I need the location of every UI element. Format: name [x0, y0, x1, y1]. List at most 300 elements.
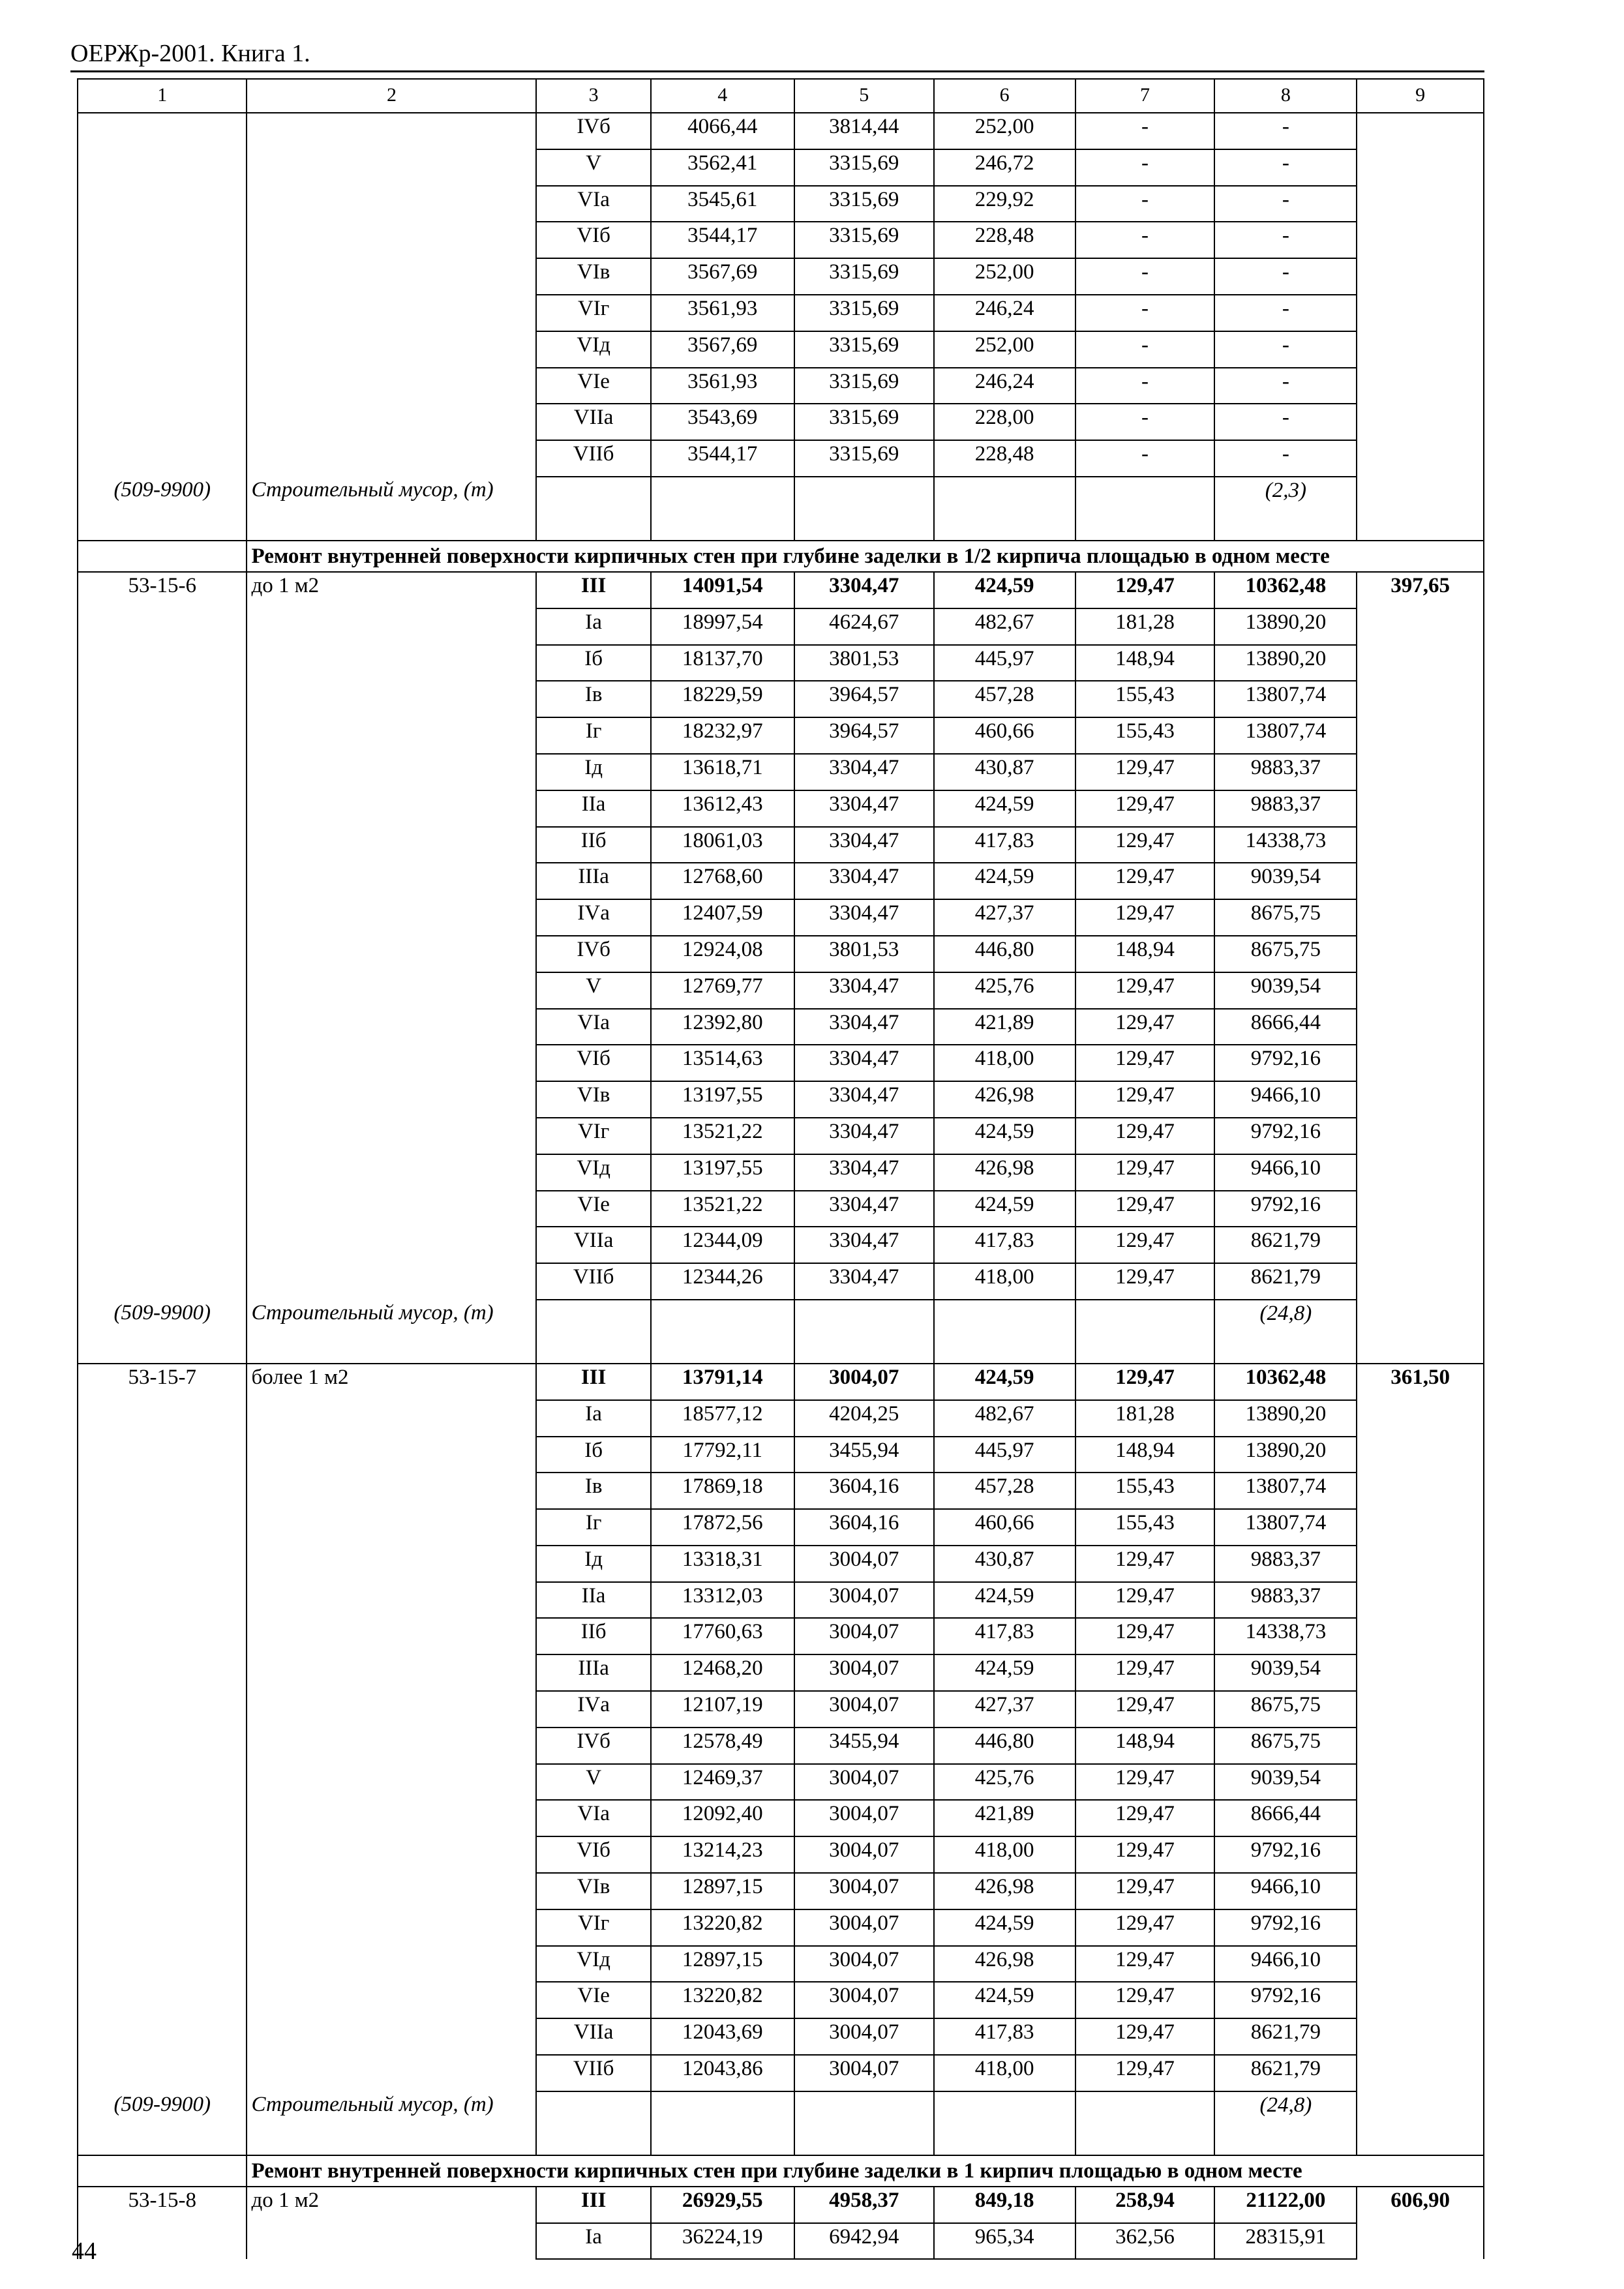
- value-cell: 3304,47: [794, 790, 934, 827]
- empty-cell: [1357, 972, 1484, 1009]
- value-cell: 3455,94: [794, 1437, 934, 1473]
- value-cell: 3964,57: [794, 681, 934, 717]
- empty-cell: [536, 477, 650, 541]
- value-cell: 3304,47: [794, 1263, 934, 1300]
- empty-cell: [1357, 2018, 1484, 2055]
- value-cell: 3004,07: [794, 1873, 934, 1909]
- zone-cell: IVа: [536, 899, 650, 936]
- value-cell: 418,00: [934, 1836, 1075, 1873]
- value-cell: 3004,07: [794, 1654, 934, 1691]
- empty-cell: [1357, 331, 1484, 368]
- value-cell: -: [1214, 368, 1357, 404]
- value-cell: 8666,44: [1214, 1009, 1357, 1045]
- zone-cell: Iа: [536, 608, 650, 645]
- value-cell: 13890,20: [1214, 1400, 1357, 1437]
- value-cell: 3004,07: [794, 1546, 934, 1582]
- table-row: [78, 368, 1484, 404]
- value-cell: 9792,16: [1214, 1836, 1357, 1873]
- value-cell: 424,59: [934, 1364, 1075, 1400]
- empty-cell: [1357, 1982, 1484, 2018]
- empty-cell: [247, 936, 536, 972]
- value-cell: 246,24: [934, 368, 1075, 404]
- value-cell: 13612,43: [651, 790, 794, 827]
- value-cell: 228,48: [934, 222, 1075, 258]
- empty-cell: [1357, 936, 1484, 972]
- empty-cell: [78, 681, 247, 717]
- zone-cell: III: [536, 572, 650, 608]
- value-cell: -: [1075, 440, 1215, 477]
- empty-cell: [78, 754, 247, 790]
- zone-cell: V: [536, 972, 650, 1009]
- table-row: [78, 1836, 1484, 1873]
- work-name: до 1 м2: [247, 572, 536, 608]
- value-cell: 13521,22: [651, 1191, 794, 1227]
- table-row: [78, 863, 1484, 899]
- empty-cell: [247, 1191, 536, 1227]
- value-cell: 9466,10: [1214, 1154, 1357, 1191]
- zone-cell: VIб: [536, 1836, 650, 1873]
- value-cell: 3304,47: [794, 1191, 934, 1227]
- empty-cell: [1357, 1081, 1484, 1118]
- empty-cell: [78, 2055, 247, 2091]
- value-cell: 3315,69: [794, 222, 934, 258]
- table-row: [78, 790, 1484, 827]
- empty-cell: [1075, 477, 1215, 541]
- value-cell: -: [1075, 258, 1215, 295]
- zone-cell: VIIа: [536, 1227, 650, 1263]
- empty-cell: [78, 645, 247, 681]
- value-cell: 3004,07: [794, 1582, 934, 1619]
- value-cell: 129,47: [1075, 1909, 1215, 1946]
- empty-cell: [78, 1191, 247, 1227]
- empty-cell: [247, 1982, 536, 2018]
- value-cell: 3004,07: [794, 1764, 934, 1801]
- value-cell: 13890,20: [1214, 645, 1357, 681]
- empty-cell: [1357, 1764, 1484, 1801]
- value-cell: 3604,16: [794, 1509, 934, 1546]
- table-row: [78, 1728, 1484, 1764]
- value-cell: 12924,08: [651, 936, 794, 972]
- value-cell: 18997,54: [651, 608, 794, 645]
- table-row: [78, 258, 1484, 295]
- value-cell: 849,18: [934, 2187, 1075, 2223]
- table-row: [78, 936, 1484, 972]
- empty-cell: [536, 1300, 650, 1364]
- value-cell: 129,47: [1075, 572, 1215, 608]
- value-cell: 3315,69: [794, 368, 934, 404]
- empty-cell: [78, 258, 247, 295]
- empty-cell: [1357, 1946, 1484, 1982]
- value-cell: 13618,71: [651, 754, 794, 790]
- section-title: Ремонт внутренней поверхности кирпичных стен при глубине заделки в 1/2 кирпича площадью в одном месте: [247, 541, 1484, 572]
- waste-row: [78, 1300, 1484, 1364]
- value-cell: 26929,55: [651, 2187, 794, 2223]
- empty-cell: [651, 477, 794, 541]
- empty-cell: [1357, 1909, 1484, 1946]
- value-cell: 9792,16: [1214, 1045, 1357, 1081]
- table-row: [78, 2223, 1484, 2260]
- empty-cell: [1357, 1654, 1484, 1691]
- value-cell: 3004,07: [794, 1364, 934, 1400]
- empty-cell: [247, 1728, 536, 1764]
- waste-value: (24,8): [1214, 1300, 1357, 1364]
- value-cell: 3315,69: [794, 404, 934, 440]
- value-cell: 12392,80: [651, 1009, 794, 1045]
- zone-cell: IVб: [536, 936, 650, 972]
- empty-cell: [78, 149, 247, 186]
- empty-cell: [78, 1764, 247, 1801]
- value-cell: 129,47: [1075, 1691, 1215, 1728]
- value-cell: 14338,73: [1214, 827, 1357, 863]
- value-cell: -: [1214, 331, 1357, 368]
- zone-cell: VIIб: [536, 2055, 650, 2091]
- rate-code: 53-15-7: [78, 1364, 247, 1400]
- value-cell: 18137,70: [651, 645, 794, 681]
- empty-cell: [1357, 1509, 1484, 1546]
- value-cell: 457,28: [934, 1473, 1075, 1509]
- value-cell: 3004,07: [794, 2055, 934, 2091]
- empty-cell: [1357, 2223, 1484, 2260]
- value-cell: 460,66: [934, 1509, 1075, 1546]
- value-cell: 129,47: [1075, 790, 1215, 827]
- empty-cell: [247, 2223, 536, 2260]
- table-row: [78, 1400, 1484, 1437]
- value-cell: 13318,31: [651, 1546, 794, 1582]
- empty-cell: [247, 1582, 536, 1619]
- zone-cell: VIа: [536, 1009, 650, 1045]
- value-cell: 3315,69: [794, 331, 934, 368]
- empty-cell: [247, 863, 536, 899]
- empty-cell: [1357, 1263, 1484, 1300]
- column-numbers-row: [78, 79, 1484, 113]
- value-cell: 9466,10: [1214, 1081, 1357, 1118]
- zone-cell: III: [536, 1364, 650, 1400]
- value-cell: 421,89: [934, 1009, 1075, 1045]
- empty-cell: [1357, 717, 1484, 754]
- value-cell: 12092,40: [651, 1800, 794, 1836]
- empty-cell: [247, 1473, 536, 1509]
- empty-cell: [78, 368, 247, 404]
- value-cell: 8666,44: [1214, 1800, 1357, 1836]
- value-cell: 181,28: [1075, 1400, 1215, 1437]
- empty-cell: [78, 404, 247, 440]
- value-cell: -: [1075, 186, 1215, 222]
- value-cell: 246,24: [934, 295, 1075, 331]
- section-title: Ремонт внутренней поверхности кирпичных стен при глубине заделки в 1 кирпич площадью в одном месте: [247, 2155, 1484, 2187]
- value-cell: 9792,16: [1214, 1982, 1357, 2018]
- value-cell: 3543,69: [651, 404, 794, 440]
- empty-cell: [78, 827, 247, 863]
- value-cell: 129,47: [1075, 754, 1215, 790]
- col9-value: 397,65: [1357, 572, 1484, 608]
- empty-cell: [247, 1045, 536, 1081]
- empty-cell: [247, 1800, 536, 1836]
- empty-cell: [247, 331, 536, 368]
- value-cell: -: [1214, 149, 1357, 186]
- value-cell: 482,67: [934, 1400, 1075, 1437]
- value-cell: 424,59: [934, 572, 1075, 608]
- empty-cell: [1075, 1300, 1215, 1364]
- value-cell: 129,47: [1075, 1081, 1215, 1118]
- empty-cell: [247, 113, 536, 149]
- value-cell: 148,94: [1075, 936, 1215, 972]
- table-row: [78, 1263, 1484, 1300]
- value-cell: 13890,20: [1214, 608, 1357, 645]
- value-cell: 424,59: [934, 1582, 1075, 1619]
- empty-cell: [1357, 1691, 1484, 1728]
- value-cell: 3545,61: [651, 186, 794, 222]
- empty-cell: [1357, 1045, 1484, 1081]
- value-cell: 148,94: [1075, 1728, 1215, 1764]
- value-cell: 3304,47: [794, 1154, 934, 1191]
- value-cell: 18061,03: [651, 827, 794, 863]
- value-cell: 418,00: [934, 2055, 1075, 2091]
- empty-cell: [1357, 863, 1484, 899]
- value-cell: 228,00: [934, 404, 1075, 440]
- zone-cell: III: [536, 2187, 650, 2223]
- value-cell: 424,59: [934, 1118, 1075, 1154]
- empty-cell: [1357, 1227, 1484, 1263]
- value-cell: 3964,57: [794, 717, 934, 754]
- table-row: [78, 1909, 1484, 1946]
- value-cell: 418,00: [934, 1045, 1075, 1081]
- empty-cell: [1357, 1437, 1484, 1473]
- empty-cell: [247, 790, 536, 827]
- value-cell: 228,48: [934, 440, 1075, 477]
- col-header: 8: [1214, 79, 1357, 113]
- empty-cell: [247, 1263, 536, 1300]
- value-cell: 3567,69: [651, 331, 794, 368]
- zone-cell: Iг: [536, 717, 650, 754]
- empty-cell: [78, 331, 247, 368]
- value-cell: 3304,47: [794, 1045, 934, 1081]
- empty-cell: [1357, 1582, 1484, 1619]
- empty-cell: [1357, 790, 1484, 827]
- empty-cell: [78, 1437, 247, 1473]
- waste-value: (2,3): [1214, 477, 1357, 541]
- table-row: [78, 1873, 1484, 1909]
- table-row: [78, 1227, 1484, 1263]
- value-cell: 3304,47: [794, 572, 934, 608]
- value-cell: 17792,11: [651, 1437, 794, 1473]
- zone-cell: VIд: [536, 1154, 650, 1191]
- empty-cell: [78, 440, 247, 477]
- empty-cell: [247, 2055, 536, 2091]
- value-cell: 418,00: [934, 1263, 1075, 1300]
- table-row: [78, 1009, 1484, 1045]
- table-row: [78, 608, 1484, 645]
- waste-name: Строительный мусор, (т): [247, 2091, 536, 2155]
- value-cell: 3315,69: [794, 258, 934, 295]
- empty-cell: [78, 1582, 247, 1619]
- value-cell: 3004,07: [794, 1691, 934, 1728]
- value-cell: 129,47: [1075, 1118, 1215, 1154]
- empty-cell: [651, 2091, 794, 2155]
- empty-cell: [78, 186, 247, 222]
- waste-code: (509-9900): [78, 1300, 247, 1364]
- value-cell: 18229,59: [651, 681, 794, 717]
- value-cell: 417,83: [934, 2018, 1075, 2055]
- document-header: ОЕРЖр-2001. Книга 1.: [70, 40, 310, 67]
- empty-cell: [1357, 754, 1484, 790]
- table-row: [78, 295, 1484, 331]
- table-row: [78, 1946, 1484, 1982]
- zone-cell: VIе: [536, 368, 650, 404]
- zone-cell: IIа: [536, 790, 650, 827]
- empty-cell: [247, 717, 536, 754]
- empty-cell: [1357, 149, 1484, 186]
- value-cell: 12468,20: [651, 1654, 794, 1691]
- empty-cell: [1357, 1728, 1484, 1764]
- zone-cell: IVб: [536, 113, 650, 149]
- value-cell: 8675,75: [1214, 1728, 1357, 1764]
- value-cell: 13521,22: [651, 1118, 794, 1154]
- value-cell: 424,59: [934, 1654, 1075, 1691]
- value-cell: 13197,55: [651, 1154, 794, 1191]
- zone-cell: VIIа: [536, 404, 650, 440]
- value-cell: 8621,79: [1214, 2018, 1357, 2055]
- value-cell: -: [1075, 368, 1215, 404]
- value-cell: 17869,18: [651, 1473, 794, 1509]
- value-cell: 3561,93: [651, 295, 794, 331]
- section-title-row: [78, 2155, 1484, 2187]
- value-cell: -: [1214, 186, 1357, 222]
- value-cell: 3004,07: [794, 1909, 934, 1946]
- value-cell: 4958,37: [794, 2187, 934, 2223]
- table-row: [78, 972, 1484, 1009]
- value-cell: 3814,44: [794, 113, 934, 149]
- empty-cell: [78, 1546, 247, 1582]
- empty-cell: [78, 1227, 247, 1263]
- zone-cell: V: [536, 1764, 650, 1801]
- table-row: [78, 1546, 1484, 1582]
- value-cell: 229,92: [934, 186, 1075, 222]
- value-cell: 246,72: [934, 149, 1075, 186]
- empty-cell: [1357, 1400, 1484, 1437]
- empty-cell: [651, 1300, 794, 1364]
- value-cell: 424,59: [934, 1909, 1075, 1946]
- value-cell: 965,34: [934, 2223, 1075, 2260]
- zone-cell: Iб: [536, 1437, 650, 1473]
- empty-cell: [247, 1691, 536, 1728]
- table-row: [78, 331, 1484, 368]
- value-cell: 9039,54: [1214, 863, 1357, 899]
- zone-cell: VIг: [536, 295, 650, 331]
- value-cell: 13220,82: [651, 1909, 794, 1946]
- empty-cell: [247, 295, 536, 331]
- empty-cell: [247, 404, 536, 440]
- zone-cell: IVа: [536, 1691, 650, 1728]
- empty-cell: [536, 2091, 650, 2155]
- zone-cell: VIд: [536, 331, 650, 368]
- value-cell: 425,76: [934, 1764, 1075, 1801]
- table-row: [78, 645, 1484, 681]
- empty-cell: [247, 1437, 536, 1473]
- value-cell: 21122,00: [1214, 2187, 1357, 2223]
- empty-cell: [247, 1009, 536, 1045]
- empty-cell: [1357, 1800, 1484, 1836]
- empty-cell: [78, 1946, 247, 1982]
- empty-cell: [247, 222, 536, 258]
- value-cell: 252,00: [934, 113, 1075, 149]
- zone-cell: Iа: [536, 1400, 650, 1437]
- empty-cell: [1357, 1009, 1484, 1045]
- empty-cell: [1357, 608, 1484, 645]
- value-cell: 3304,47: [794, 1227, 934, 1263]
- value-cell: 9039,54: [1214, 972, 1357, 1009]
- value-cell: 4204,25: [794, 1400, 934, 1437]
- value-cell: 12344,09: [651, 1227, 794, 1263]
- table-row: [78, 113, 1484, 149]
- value-cell: 12769,77: [651, 972, 794, 1009]
- work-name: более 1 м2: [247, 1364, 536, 1400]
- zone-cell: IIа: [536, 1582, 650, 1619]
- table-row: [78, 2187, 1484, 2223]
- value-cell: 129,47: [1075, 1364, 1215, 1400]
- zone-cell: VIб: [536, 1045, 650, 1081]
- value-cell: -: [1214, 113, 1357, 149]
- empty-cell: [247, 1909, 536, 1946]
- value-cell: 129,47: [1075, 827, 1215, 863]
- empty-cell: [78, 863, 247, 899]
- col-header: 3: [536, 79, 650, 113]
- value-cell: -: [1075, 222, 1215, 258]
- zone-cell: VIа: [536, 186, 650, 222]
- empty-cell: [78, 1618, 247, 1654]
- empty-cell: [1357, 899, 1484, 936]
- value-cell: 129,47: [1075, 1764, 1215, 1801]
- value-cell: 17760,63: [651, 1618, 794, 1654]
- empty-cell: [247, 608, 536, 645]
- waste-name: Строительный мусор, (т): [247, 477, 536, 541]
- rate-code: 53-15-8: [78, 2187, 247, 2223]
- value-cell: 3304,47: [794, 1118, 934, 1154]
- waste-row: [78, 477, 1484, 541]
- value-cell: 424,59: [934, 1191, 1075, 1227]
- value-cell: 3604,16: [794, 1473, 934, 1509]
- value-cell: 3004,07: [794, 1946, 934, 1982]
- value-cell: 18232,97: [651, 717, 794, 754]
- value-cell: -: [1075, 149, 1215, 186]
- table-row: [78, 1191, 1484, 1227]
- empty-cell: [1357, 2091, 1484, 2155]
- value-cell: 460,66: [934, 717, 1075, 754]
- empty-cell: [78, 1081, 247, 1118]
- value-cell: 129,47: [1075, 1618, 1215, 1654]
- empty-cell: [247, 1764, 536, 1801]
- value-cell: -: [1075, 404, 1215, 440]
- value-cell: 3562,41: [651, 149, 794, 186]
- value-cell: -: [1075, 295, 1215, 331]
- table-row: [78, 2055, 1484, 2091]
- value-cell: 446,80: [934, 1728, 1075, 1764]
- value-cell: 13214,23: [651, 1836, 794, 1873]
- table-row: [78, 1618, 1484, 1654]
- empty-cell: [78, 936, 247, 972]
- zone-cell: Iг: [536, 1509, 650, 1546]
- value-cell: 3004,07: [794, 2018, 934, 2055]
- table-row: [78, 1582, 1484, 1619]
- empty-cell: [1357, 1300, 1484, 1364]
- header-rule: [70, 70, 1484, 72]
- value-cell: 129,47: [1075, 1836, 1215, 1873]
- empty-cell: [78, 1836, 247, 1873]
- value-cell: 457,28: [934, 681, 1075, 717]
- table-row: [78, 1800, 1484, 1836]
- rates-table: [77, 78, 1484, 2260]
- empty-cell: [1357, 2055, 1484, 2091]
- zone-cell: Iд: [536, 1546, 650, 1582]
